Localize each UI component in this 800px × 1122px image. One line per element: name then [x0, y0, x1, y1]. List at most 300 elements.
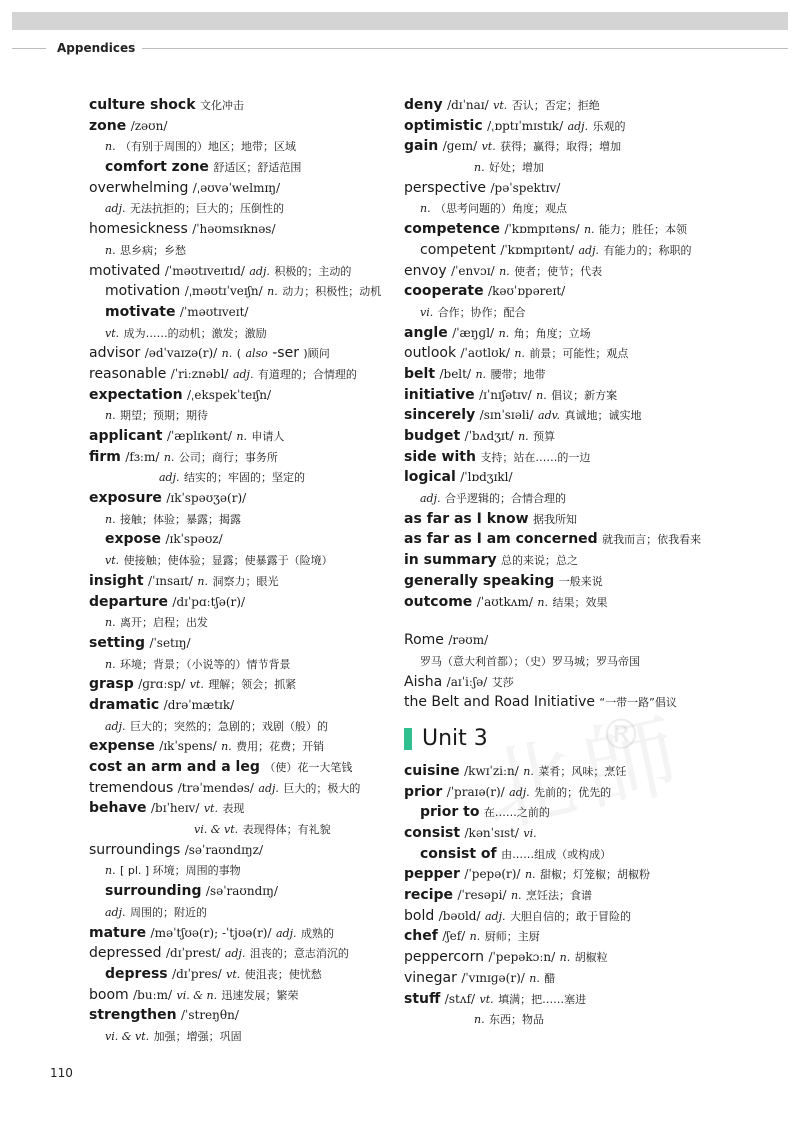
vocabulary-column-right: [404, 95, 744, 1030]
vocab-line: [404, 240, 744, 261]
definition: （有别于周围的）地区；地带；区域: [120, 140, 297, 154]
part-of-speech: n.: [420, 202, 431, 216]
vocab-line: [89, 529, 409, 550]
vocab-line: [404, 529, 744, 550]
definition: 期望；预期；期待: [120, 409, 209, 423]
phonetic: /ɪkˈspəʊʒə(r)/: [166, 491, 247, 506]
part-of-speech: n.: [105, 616, 116, 630]
part-of-speech: vi. & vt.: [105, 1029, 150, 1043]
definition: 成为……的动机；激发；激励: [123, 326, 267, 340]
part-of-speech: adj.: [249, 264, 270, 278]
vocab-line: [404, 95, 744, 116]
vocab-line: [89, 467, 409, 488]
headword: grasp: [89, 676, 134, 693]
vocab-line: [89, 633, 409, 654]
vocab-line: [89, 198, 409, 219]
phonetic: /ˈæŋɡl/: [452, 325, 495, 340]
headword: envoy: [404, 262, 447, 279]
headword: motivation: [105, 283, 181, 300]
definition: (: [236, 347, 241, 361]
vocab-line: [89, 550, 409, 571]
part-of-speech: n.: [236, 430, 247, 443]
part-of-speech: n.: [529, 971, 540, 985]
phonetic: /rəʊm/: [448, 633, 489, 648]
vocab-line: [404, 1009, 744, 1030]
vocab-line: [404, 219, 744, 240]
phonetic: /sɪnˈsɪəli/: [479, 408, 534, 423]
definition: 巨大的；极大的: [283, 781, 361, 795]
vocab-line: [89, 509, 409, 530]
vocab-line: [89, 447, 409, 468]
vocab-line: [89, 902, 409, 923]
vocab-line: [404, 592, 744, 613]
part-of-speech: n.: [105, 140, 116, 154]
vocab-line: [404, 405, 744, 426]
definition: 表现得体；有礼貌: [242, 823, 331, 837]
phonetic: /ˈbʌdʒɪt/: [464, 429, 514, 443]
definition: 合作；协作；配合: [437, 305, 526, 319]
vocab-line: [404, 261, 744, 282]
phonetic: /ˌəʊvəˈwelmɪŋ/: [192, 180, 281, 195]
part-of-speech: n.: [583, 223, 595, 237]
phonetic: /trəˈmendəs/: [177, 780, 254, 795]
part-of-speech: vt.: [481, 140, 496, 154]
vocab-line: [404, 467, 744, 488]
headword: outcome: [404, 593, 473, 610]
vocab-line: [89, 488, 409, 509]
definition: 积极的；主动的: [274, 264, 352, 278]
phonetic: /ˌməʊtɪˈveɪʃn/: [184, 284, 263, 299]
phonetic: /dɪˈnaɪ/: [447, 98, 489, 112]
definition: 沮丧的；意志消沉的: [249, 947, 349, 961]
definition: [ pl. ] 环境；周围的事物: [120, 864, 241, 878]
headword: stuff: [404, 990, 441, 1007]
vocab-line: [404, 864, 744, 885]
headword: zone: [89, 117, 127, 134]
headword: generally speaking: [404, 572, 555, 589]
part-of-speech: vi. & vt.: [194, 823, 239, 837]
definition: 东西；物品: [489, 1013, 545, 1027]
part-of-speech: n.: [536, 388, 547, 402]
vocab-line: [89, 136, 409, 157]
phonetic: /ˌekspekˈteɪʃn/: [187, 387, 272, 402]
part-of-speech: adj.: [105, 202, 126, 216]
definition: 先前的；优先的: [534, 785, 612, 799]
headword: prior to: [420, 804, 480, 821]
vocab-line: [89, 405, 409, 426]
definition: 菜肴；风味；烹饪: [538, 764, 627, 778]
vocab-line: [404, 926, 744, 947]
definition: 醋: [544, 971, 556, 985]
part-of-speech: adj.: [509, 785, 530, 799]
headword: pepper: [404, 866, 460, 883]
header-rule-right: [142, 48, 788, 49]
headword: initiative: [404, 386, 475, 403]
definition: 前景；可能性；观点: [529, 347, 629, 361]
part-of-speech: also: [245, 347, 268, 361]
definition: 巨大的；突然的；急剧的；戏剧（般）的: [129, 719, 328, 733]
vocab-line: [404, 989, 744, 1010]
definition: 腰带；地带: [490, 367, 546, 381]
definition: 填满；把……塞进: [498, 992, 587, 1006]
definition: 费用；花费；开销: [236, 740, 325, 754]
part-of-speech: vi. & n.: [176, 988, 218, 1002]
headword: dramatic: [89, 696, 160, 713]
headword: prior: [404, 783, 443, 800]
header-rule-left: [12, 48, 46, 49]
headword: homesickness: [89, 221, 188, 238]
vocab-line: [89, 95, 409, 116]
phonetic: /ʃef/: [442, 929, 466, 944]
part-of-speech: adj.: [105, 905, 126, 919]
phonetic: /dɪˈpɑːtʃə(r)/: [172, 594, 245, 609]
definition: 据我所知: [533, 512, 577, 526]
vocab-line: [89, 757, 409, 778]
headword: applicant: [89, 428, 163, 444]
vocab-line: [89, 240, 409, 261]
phonetic: /kəʊˈɒpəreɪt/: [488, 284, 566, 299]
part-of-speech: n.: [474, 1013, 485, 1027]
phonetic: /ɪˈnɪʃətɪv/: [479, 387, 532, 402]
part-of-speech: n.: [469, 930, 481, 944]
vocab-line: [89, 281, 409, 302]
definition: 角；角度；立场: [513, 326, 591, 340]
definition: 烹饪法；食谱: [525, 889, 592, 903]
vocab-line: [404, 823, 744, 844]
vocab-line: [404, 630, 744, 651]
headword: surrounding: [105, 883, 202, 900]
definition: （使）花一大笔钱: [264, 761, 353, 774]
part-of-speech: adj.: [567, 119, 589, 133]
definition: 离开；启程；出发: [120, 616, 209, 630]
definition: 结果；效果: [552, 595, 608, 609]
definition: 罗马（意大利首都）；（史）罗马城；罗马帝国: [420, 654, 640, 668]
phonetic: /ˈenvɔɪ/: [451, 263, 495, 278]
part-of-speech: vt.: [105, 326, 120, 340]
phonetic: /bɪˈheɪv/: [151, 801, 200, 816]
definition: 申请人: [251, 430, 285, 443]
headword: in summary: [404, 552, 497, 569]
definition: 思乡病；乡愁: [120, 243, 187, 257]
definition: 获得；赢得；取得；增加: [500, 140, 622, 154]
headword: recipe: [404, 887, 454, 904]
vocab-line: [404, 385, 744, 406]
vocab-line: [404, 692, 744, 713]
phonetic: /ədˈvaɪzə(r)/: [144, 346, 218, 361]
vocab-line: [89, 860, 409, 881]
definition: 总的来说；总之: [501, 554, 579, 568]
part-of-speech: adj.: [578, 243, 600, 257]
phonetic: /aɪˈiːʃə/: [446, 674, 488, 689]
vocab-line: [89, 881, 409, 902]
definition: 在……之前的: [483, 806, 550, 820]
part-of-speech: vt.: [105, 554, 120, 568]
phonetic: /dɪˈprest/: [166, 946, 221, 961]
vocab-line: [404, 844, 744, 865]
vocab-line: [404, 447, 744, 468]
vocab-line: [89, 923, 409, 944]
part-of-speech: adj.: [224, 947, 246, 961]
vocab-line: [404, 672, 744, 693]
phonetic: /drəˈmætɪk/: [163, 697, 235, 712]
phonetic: /kwɪˈziːn/: [464, 763, 519, 778]
part-of-speech: n.: [267, 285, 278, 299]
headword: insight: [89, 572, 144, 589]
phonetic: /səˈraʊndɪŋ/: [205, 884, 278, 899]
headword: boom: [89, 986, 129, 1003]
phonetic: /ˈməʊtɪveɪtɪd/: [164, 263, 245, 278]
phonetic: /bəʊld/: [438, 908, 481, 923]
phonetic: /ˈsetɪŋ/: [149, 635, 191, 650]
definition: 一般来说: [558, 574, 603, 588]
headword: perspective: [404, 179, 487, 196]
phonetic: /zəʊn/: [130, 118, 168, 133]
headword: cost an arm and a leg: [89, 759, 260, 775]
definition: 表现: [222, 802, 245, 816]
vocab-line: [89, 943, 409, 964]
headword: strengthen: [89, 1007, 177, 1024]
spacer: [404, 612, 744, 630]
vocab-line: [89, 219, 409, 240]
headword: motivate: [105, 303, 176, 320]
headword: belt: [404, 365, 436, 382]
vocab-line: [89, 840, 409, 861]
phonetic: /ˈhəʊmsɪknəs/: [192, 222, 276, 237]
definition: “一带一路”倡议: [599, 696, 677, 710]
headword: depress: [105, 965, 168, 982]
headword: outlook: [404, 345, 457, 362]
part-of-speech: n.: [474, 161, 485, 175]
definition: 舒适区；舒适范围: [213, 161, 302, 175]
part-of-speech: n.: [518, 430, 529, 443]
part-of-speech: adj.: [232, 367, 254, 381]
phonetic: /ˌɒptɪˈmɪstɪk/: [487, 118, 564, 133]
vocab-line: [404, 198, 744, 219]
headword: as far as I know: [404, 510, 529, 527]
headword: Rome: [404, 632, 444, 649]
headword: sincerely: [404, 407, 476, 424]
vocab-line: [404, 651, 744, 672]
vocab-line: [89, 778, 409, 799]
phonetic: /ˈstreŋθn/: [181, 1008, 239, 1023]
headword: depressed: [89, 945, 162, 962]
headword: vinegar: [404, 969, 457, 986]
page-number: 110: [50, 1066, 73, 1080]
definition: 使者；使节；代表: [514, 264, 603, 278]
unit-heading: [404, 717, 744, 761]
vocab-line: [89, 302, 409, 323]
headword: reasonable: [89, 365, 167, 382]
headword: expense: [89, 738, 155, 755]
definition: 预算: [533, 430, 556, 443]
definition: 使沮丧；使忧愁: [244, 967, 322, 981]
vocab-line: [89, 985, 409, 1006]
phonetic: /ɡrɑːsp/: [138, 677, 186, 692]
definition: 公司；商行；事务所: [178, 450, 278, 464]
phonetic: /ˈkɒmpɪtənt/: [500, 242, 575, 257]
phonetic: /ɪkˈspəʊz/: [165, 532, 223, 547]
headword: setting: [89, 634, 145, 651]
definition: 大胆自信的；敢于冒险的: [509, 909, 631, 923]
headword: competent: [420, 241, 496, 258]
vocab-line: [404, 885, 744, 906]
part-of-speech: n.: [524, 868, 536, 882]
vocab-line: [89, 592, 409, 613]
phonetic: /məˈtʃʊə(r); -ˈtjʊə(r)/: [150, 925, 272, 940]
definition: 环境；背景；（小说等的）情节背景: [120, 657, 291, 671]
phonetic: /pəˈspektɪv/: [490, 180, 561, 195]
vocab-line: [89, 385, 409, 406]
headword: cuisine: [404, 762, 460, 779]
part-of-speech: n.: [537, 595, 549, 609]
vocab-line: [404, 116, 744, 137]
definition: 有道理的；合情理的: [257, 367, 357, 381]
definition: )顾问: [303, 347, 330, 361]
vocab-line: [404, 488, 744, 509]
headword: optimistic: [404, 117, 483, 134]
part-of-speech: n.: [559, 951, 571, 965]
definition: 厨师；主厨: [484, 930, 540, 944]
definition: 乐观的: [592, 119, 626, 133]
headword: gain: [404, 138, 439, 155]
unit-accent-bar: [404, 728, 412, 750]
part-of-speech: vt.: [203, 802, 218, 816]
definition: 合乎逻辑的；合情合理的: [444, 492, 566, 506]
vocab-line: [404, 364, 744, 385]
phonetic: /ɪkˈspens/: [159, 739, 217, 754]
vocab-line: [89, 798, 409, 819]
part-of-speech: adj.: [484, 909, 506, 923]
top-gray-band: [12, 12, 788, 30]
definition: 否认；否定；拒绝: [511, 99, 600, 112]
headword: side with: [404, 448, 476, 465]
part-of-speech: n.: [105, 512, 116, 526]
vocab-line: [404, 802, 744, 823]
definition: 成熟的: [300, 926, 334, 940]
phonetic: /ɡeɪn/: [442, 139, 478, 154]
unit-title: Unit 3: [422, 726, 488, 752]
part-of-speech: n.: [523, 764, 534, 778]
headword: culture shock: [89, 97, 196, 113]
headword: consist: [404, 825, 461, 841]
headword: deny: [404, 97, 443, 113]
vocab-line: [89, 654, 409, 675]
vocab-line: [404, 550, 744, 571]
part-of-speech: n.: [221, 347, 233, 361]
definition: 能力；胜任；本领: [598, 223, 687, 237]
vocab-line: [404, 947, 744, 968]
part-of-speech: n.: [105, 409, 116, 423]
phonetic: /ˈpepə(r)/: [464, 867, 521, 882]
vocab-line: [89, 1026, 409, 1047]
headword: overwhelming: [89, 179, 189, 196]
vocab-line: [404, 323, 744, 344]
part-of-speech: vt.: [479, 992, 494, 1006]
part-of-speech: n.: [514, 347, 525, 361]
vocab-line: [404, 343, 744, 364]
definition: 接触；体验；暴露；揭露: [120, 512, 242, 526]
vocab-line: [404, 782, 744, 803]
vocab-line: [89, 261, 409, 282]
phonetic: /ˈməʊtɪveɪt/: [179, 304, 249, 319]
part-of-speech: adj.: [258, 781, 279, 795]
phonetic: /dɪˈpres/: [172, 966, 222, 981]
definition: 艾莎: [491, 675, 514, 689]
headword: cooperate: [404, 283, 484, 300]
part-of-speech: n.: [197, 574, 209, 588]
headword: expectation: [89, 386, 183, 403]
headword: as far as I am concerned: [404, 531, 598, 548]
vocab-line: [89, 612, 409, 633]
vocab-line: [404, 302, 744, 323]
vocabulary-column-left: [89, 95, 409, 1047]
definition: 倡议；新方案: [551, 388, 618, 402]
part-of-speech: n.: [163, 450, 175, 464]
vocab-line: [404, 761, 744, 782]
headword: firm: [89, 448, 121, 465]
vocab-line: [89, 426, 409, 447]
phonetic: /ˈæplɪkənt/: [166, 429, 232, 443]
vocab-line: [404, 509, 744, 530]
part-of-speech: n.: [499, 264, 510, 278]
vocab-line: [404, 157, 744, 178]
phonetic: /kənˈsɪst/: [464, 826, 519, 840]
headword: exposure: [89, 490, 162, 507]
definition: 真诚地；诚实地: [564, 409, 642, 423]
phonetic: /ˈaʊtlʊk/: [460, 346, 510, 361]
part-of-speech: adj.: [159, 471, 180, 485]
watermark-registered-mark: ®: [600, 710, 642, 759]
headword: -ser: [272, 345, 299, 362]
phonetic: /ˈresəpi/: [457, 888, 507, 903]
phonetic: /ˈpraɪə(r)/: [446, 784, 505, 799]
definition: 迅速发展；繁荣: [221, 988, 299, 1002]
phonetic: /ˈvɪnɪɡə(r)/: [461, 970, 525, 985]
headword: peppercorn: [404, 949, 484, 966]
definition: 使接触；使体验；显露；使暴露于（险境）: [123, 554, 333, 568]
vocab-line: [89, 819, 409, 840]
vocab-line: [89, 695, 409, 716]
definition: （思考问题的）角度；观点: [435, 202, 568, 216]
phonetic: /stʌf/: [444, 991, 476, 1006]
vocab-line: [89, 157, 409, 178]
headword: logical: [404, 469, 456, 486]
part-of-speech: adv.: [538, 409, 561, 423]
part-of-speech: adj.: [420, 492, 441, 506]
definition: 好处；增加: [489, 161, 545, 175]
vocab-line: [404, 136, 744, 157]
vocab-line: [404, 968, 744, 989]
definition: 支持；站在……的一边: [480, 450, 591, 464]
headword: competence: [404, 221, 500, 238]
vocab-line: [89, 343, 409, 364]
headword: departure: [89, 593, 168, 610]
vocab-line: [404, 426, 744, 447]
vocab-line: [89, 364, 409, 385]
headword: consist of: [420, 845, 497, 862]
part-of-speech: vt.: [226, 967, 241, 981]
part-of-speech: n.: [105, 657, 116, 671]
definition: 甜椒；灯笼椒；胡椒粉: [539, 868, 650, 882]
headword: the Belt and Road Initiative: [404, 694, 595, 711]
headword: advisor: [89, 345, 141, 362]
definition: 由……组成（或构成）: [501, 847, 612, 861]
headword: comfort zone: [105, 159, 209, 176]
phonetic: /ˈkɒmpɪtəns/: [504, 222, 580, 237]
phonetic: /səˈraʊndɪŋz/: [184, 842, 264, 857]
part-of-speech: adj.: [275, 926, 297, 940]
definition: 文化冲击: [199, 99, 244, 112]
